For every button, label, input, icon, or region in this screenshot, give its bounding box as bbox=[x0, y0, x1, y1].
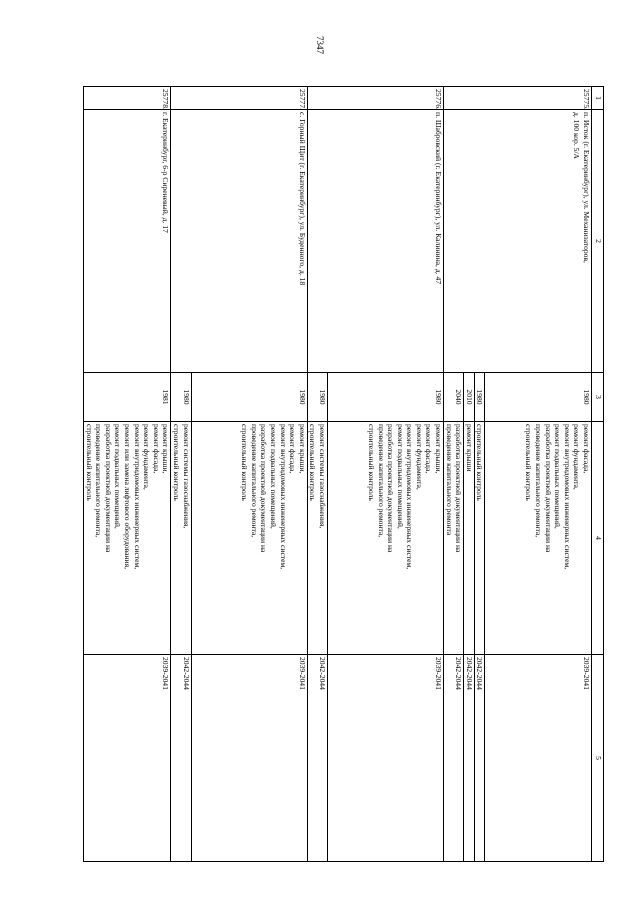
works-cell bbox=[191, 422, 307, 655]
header-col-3: 3 bbox=[592, 373, 604, 422]
period-cell: 2042-2044 bbox=[171, 655, 191, 862]
works-cell bbox=[474, 422, 485, 655]
work-item: строительный контроль bbox=[475, 424, 485, 501]
period-cell: 2042-2044 bbox=[444, 655, 464, 862]
row-number: 25775. bbox=[444, 87, 592, 110]
header-col-1: 1 bbox=[592, 87, 604, 110]
work-item: разработка проектной документации на bbox=[103, 424, 113, 553]
year-cell: 2040 bbox=[444, 373, 464, 422]
year-cell: 1981 bbox=[84, 373, 171, 422]
work-item: проведение капитального ремонта, bbox=[249, 424, 259, 538]
work-item: ремонт подвальных помещений, bbox=[269, 424, 278, 529]
rotated-table-area bbox=[86, 86, 604, 856]
works-cell bbox=[84, 422, 171, 655]
header-col-2: 2 bbox=[592, 110, 604, 373]
work-item: ремонт подвальных помещений, bbox=[553, 424, 563, 529]
work-item: ремонт крыши, bbox=[434, 424, 444, 474]
year-cell: 1980 bbox=[307, 373, 327, 422]
header-row bbox=[592, 87, 604, 862]
year-cell: 1980 bbox=[485, 373, 592, 422]
work-item: проведение капитального ремонта bbox=[444, 424, 454, 536]
work-item: строительный контроль bbox=[172, 424, 182, 501]
address-line: п. Исток (г. Екатеринбург), ул. Механизаторов, bbox=[582, 112, 591, 263]
works-cell bbox=[444, 422, 464, 655]
page-number: 7347 bbox=[315, 36, 325, 54]
table-row bbox=[327, 87, 443, 862]
address-line: п. Шабровский (г. Екатеринбург), ул. Калинина, д. 47 bbox=[434, 112, 444, 285]
work-item: проведение капитального ремонта, bbox=[94, 424, 104, 538]
header-col-4: 4 bbox=[592, 422, 604, 655]
works-cell bbox=[171, 422, 191, 655]
year-cell: 1980 bbox=[191, 373, 307, 422]
works-cell bbox=[485, 422, 592, 655]
table-row bbox=[485, 87, 592, 862]
period-cell: 2039-2041 bbox=[84, 655, 171, 862]
work-item: ремонт крыши, bbox=[297, 424, 307, 474]
address-cell bbox=[444, 110, 592, 373]
work-item: ремонт крыши, bbox=[161, 424, 171, 474]
period-cell: 2039-2041 bbox=[485, 655, 592, 862]
row-number: 25776. bbox=[307, 87, 443, 110]
work-item: ремонт подвальных помещений, bbox=[113, 424, 123, 529]
table-row bbox=[191, 87, 307, 862]
work-item: ремонт подвальных помещений, bbox=[395, 424, 405, 529]
work-item: разработка проектной документации на bbox=[259, 424, 269, 553]
work-item: ремонт внутридомовых инженерных систем, bbox=[562, 424, 572, 570]
work-item: строительный контроль bbox=[308, 424, 318, 501]
table-frame bbox=[86, 86, 604, 856]
work-item: ремонт системы газоснабжения, bbox=[317, 424, 327, 529]
row-number: 25778. bbox=[84, 87, 171, 110]
address-cell bbox=[307, 110, 443, 373]
table-row bbox=[84, 87, 171, 862]
period-cell: 2042-2044 bbox=[307, 655, 327, 862]
work-item: ремонт фасада, bbox=[424, 424, 434, 474]
work-item: разработка проектной документации на bbox=[543, 424, 553, 553]
work-item: проведение капитального ремонта, bbox=[534, 424, 544, 538]
address-cell bbox=[84, 110, 171, 373]
work-item: ремонт крыши bbox=[464, 424, 474, 472]
work-item: разработка проектной документации на bbox=[454, 424, 464, 553]
period-cell: 2042-2044 bbox=[464, 655, 475, 862]
year-cell: 1980 bbox=[171, 373, 191, 422]
work-item: ремонт системы газоснабжения, bbox=[181, 424, 191, 529]
work-item: проведение капитального ремонта, bbox=[376, 424, 386, 538]
period-cell: 2042-2044 bbox=[474, 655, 485, 862]
work-item: ремонт фундамента, bbox=[414, 424, 424, 490]
work-item: строительный контроль bbox=[524, 424, 534, 501]
address-cell bbox=[171, 110, 307, 373]
period-cell: 2039-2041 bbox=[327, 655, 443, 862]
work-item: ремонт фасада, bbox=[582, 424, 591, 474]
period-cell: 2039-2041 bbox=[191, 655, 307, 862]
work-item: ремонт фундамента, bbox=[572, 424, 582, 490]
work-item: разработка проектной документации на bbox=[386, 424, 396, 553]
work-item: ремонт фасада, bbox=[288, 424, 298, 474]
year-cell: 1980 bbox=[327, 373, 443, 422]
year-cell: 1980 bbox=[474, 373, 485, 422]
repair-schedule-table bbox=[83, 86, 604, 862]
address-line: г. Екатеринбург, 6-р Сиреневый, д. 17 bbox=[161, 112, 171, 233]
row-number: 25777. bbox=[171, 87, 307, 110]
work-item: ремонт внутридомовых инженерных систем, bbox=[132, 424, 142, 570]
address-line: д. 100 кор. 5/А bbox=[572, 112, 582, 160]
address-line: с. Горный Щит (г. Екатеринбург), ул. Буденного, д. 18 bbox=[297, 112, 307, 286]
work-item: ремонт внутридомовых инженерных систем, bbox=[278, 424, 288, 570]
work-item: ремонт фундамента, bbox=[142, 424, 152, 490]
works-cell bbox=[307, 422, 327, 655]
work-item: строительный контроль bbox=[84, 424, 94, 501]
work-item: строительный контроль bbox=[366, 424, 376, 501]
works-cell bbox=[464, 422, 475, 655]
works-cell bbox=[327, 422, 443, 655]
header-col-5: 5 bbox=[592, 655, 604, 862]
year-cell: 2010 bbox=[464, 373, 475, 422]
work-item: ремонт или замена лифтового оборудования, bbox=[123, 424, 133, 569]
work-item: ремонт внутридомовых инженерных систем, bbox=[405, 424, 415, 570]
work-item: ремонт фасада, bbox=[151, 424, 161, 474]
work-item: строительный контроль bbox=[240, 424, 250, 501]
